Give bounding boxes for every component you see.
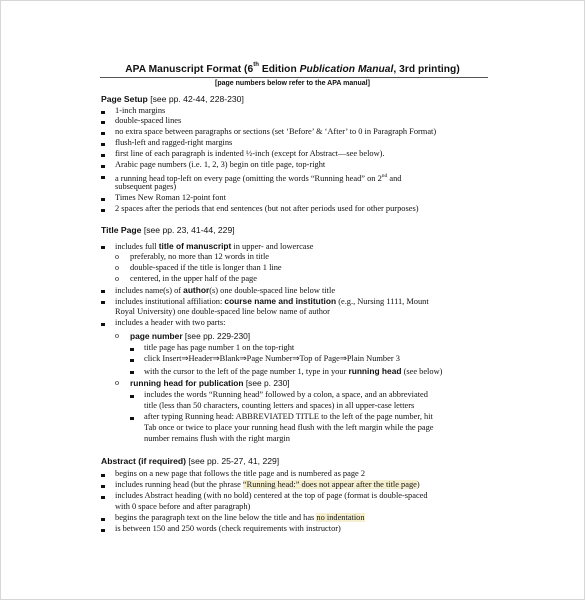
list-item: flush-left and ragged-right margins — [115, 138, 233, 147]
list-item: 1-inch margins — [115, 106, 166, 115]
sub-list-item: preferably, no more than 12 words in title — [130, 252, 270, 261]
list-item-continued: with 0 space before and after paragraph) — [115, 502, 251, 511]
list-item — [115, 285, 335, 296]
list-item: Times New Roman 12-point font — [115, 193, 226, 202]
bullet-icon — [101, 286, 105, 296]
list-item: includes a header with two parts: — [115, 318, 226, 327]
bullet-icon — [101, 514, 105, 524]
bullet-icon — [101, 128, 105, 138]
title-text: APA Manuscript Format (6 — [125, 64, 254, 75]
list-item: begins on a new page that follows the title page and is numbered as page 2 — [115, 469, 366, 478]
list-item: 2 spaces after the periods that end sentences (but not after periods used for other purposes) — [115, 204, 419, 213]
title-page-heading — [101, 225, 235, 235]
sub-list-item: centered, in the upper half of the page — [130, 274, 257, 283]
title-text-mid: Edition — [258, 64, 300, 75]
document-subtitle: [page numbers below refer to the APA manual] — [215, 80, 370, 87]
abstract-label: Abstract (if required) — [101, 456, 186, 466]
title-italic: Publication Manual — [299, 64, 394, 75]
list-item-tail: and — [387, 173, 402, 183]
list-item — [115, 480, 420, 490]
title-page-label: Title Page — [101, 225, 142, 235]
sub-heading-bold: page number — [130, 331, 183, 341]
sub-sub-list-item-continued: Tab once or twice to place your running head flush with the left margin while the page — [144, 423, 434, 432]
title-page-ref: [see pp. 23, 41-44, 229] — [141, 225, 235, 235]
bullet-icon — [101, 194, 105, 204]
bullet-icon — [101, 150, 105, 160]
list-item-text: includes institutional affiliation: — [115, 297, 225, 306]
sub-sub-list-item: after typing Running head: ABBREVIATED TITLE to the left of the page number, hit — [144, 412, 433, 421]
circle-bullet-icon: o — [115, 378, 119, 387]
sub-sub-list-item-continued: title (less than 50 characters, counting letters and spaces) in all upper-case letters — [144, 401, 415, 410]
list-item-text: (s) one double-spaced line below title — [209, 286, 336, 295]
list-item-text: includes full — [115, 242, 159, 251]
sub-list-heading — [130, 378, 290, 389]
list-item — [115, 241, 313, 252]
bullet-icon — [130, 367, 134, 377]
title-sup: th — [253, 62, 259, 68]
highlighted-text: no indentation — [316, 513, 365, 522]
sub-sub-list-item-continued: number remains flush with the right margin — [144, 434, 290, 443]
bullet-icon — [101, 297, 105, 307]
list-item-text: includes running head (but the phrase — [115, 480, 243, 489]
list-item-bold: author — [183, 285, 210, 295]
abstract-ref: [see pp. 25-27, 41, 229] — [186, 456, 280, 466]
list-item: no extra space between paragraphs or sections (set ‘Before’ & ‘After’ to 0 in Paragraph Format) — [115, 127, 437, 136]
list-item-text: begins the paragraph text on the line below the title and has — [115, 513, 317, 522]
bullet-icon — [101, 107, 105, 117]
list-item-continued: Royal University) one double-spaced line below name of author — [115, 307, 330, 316]
bullet-icon — [101, 117, 105, 127]
title-text-post: , 3rd printing) — [393, 64, 460, 75]
list-item-bold: title of manuscript — [158, 241, 232, 251]
page-setup-label: Page Setup — [101, 94, 148, 104]
sub-sub-list-item — [144, 366, 442, 377]
bullet-icon — [101, 139, 105, 149]
list-item: is between 150 and 250 words (check requirements with instructor) — [115, 524, 341, 533]
list-item-text: with the cursor to the left of the page number 1, type in your — [144, 367, 349, 376]
bullet-icon — [101, 492, 105, 502]
sub-sub-list-item: click Insert⇒Header⇒Blank⇒Page Number⇒Top of Page⇒Plain Number 3 — [144, 354, 400, 363]
list-item: double-spaced lines — [115, 116, 182, 125]
bullet-icon — [101, 481, 105, 491]
list-item — [115, 296, 429, 307]
list-item-text: includes name(s) of — [115, 286, 184, 295]
highlighted-text: “Running head:” does not appear after the title page — [242, 480, 417, 489]
bullet-icon — [101, 205, 105, 215]
list-item-text: (e.g., Nursing 1111, Mount — [336, 297, 429, 306]
list-item-text: (see below) — [401, 367, 443, 376]
bullet-icon — [101, 172, 105, 182]
bullet-icon — [101, 242, 105, 252]
abstract-heading — [101, 456, 279, 466]
list-item-continued: subsequent pages) — [115, 182, 177, 191]
circle-bullet-icon: o — [115, 274, 119, 283]
list-item-text: in upper- and lowercase — [231, 242, 314, 251]
list-item-bold: running head — [348, 366, 402, 376]
list-item — [115, 513, 365, 523]
title-rule — [100, 77, 488, 78]
bullet-icon — [101, 319, 105, 329]
circle-bullet-icon: o — [115, 252, 119, 261]
sub-list-heading — [130, 331, 250, 342]
sub-heading-ref: [see pp. 229-230] — [182, 331, 251, 341]
bullet-icon — [130, 391, 134, 401]
bullet-icon — [130, 413, 134, 423]
sub-list-item: double-spaced if the title is longer than 1 line — [130, 263, 282, 272]
circle-bullet-icon: o — [115, 331, 119, 340]
sub-heading-ref: [see p. 230] — [243, 378, 290, 388]
bullet-icon — [130, 344, 134, 354]
list-item-text: a running head top-left on every page (omitting the words “Running head” on 2 — [115, 173, 382, 183]
page-setup-ref: [see pp. 42-44, 228-230] — [147, 94, 244, 104]
sub-sub-list-item: title page has page number 1 on the top-right — [144, 343, 295, 352]
bullet-icon — [101, 470, 105, 480]
list-item: Arabic page numbers (i.e. 1, 2, 3) begin on title page, top-right — [115, 160, 326, 169]
sub-heading-bold: running head for publication — [130, 378, 244, 388]
bullet-icon — [101, 161, 105, 171]
page-setup-heading — [101, 94, 244, 104]
document-title — [0, 64, 585, 75]
sub-sub-list-item: includes the words “Running head” followed by a colon, a space, and an abbreviated — [144, 390, 428, 399]
circle-bullet-icon: o — [115, 263, 119, 272]
bullet-icon — [101, 525, 105, 535]
bullet-icon — [130, 355, 134, 365]
list-item: includes Abstract heading (with no bold) centered at the top of page (format is double-spaced — [115, 491, 428, 500]
list-item-text: ) — [416, 480, 420, 489]
list-item-bold: course name and institution — [224, 296, 337, 306]
list-item: first line of each paragraph is indented ½-inch (except for Abstract—see below). — [115, 149, 385, 158]
list-item-sup: nd — [381, 173, 388, 179]
